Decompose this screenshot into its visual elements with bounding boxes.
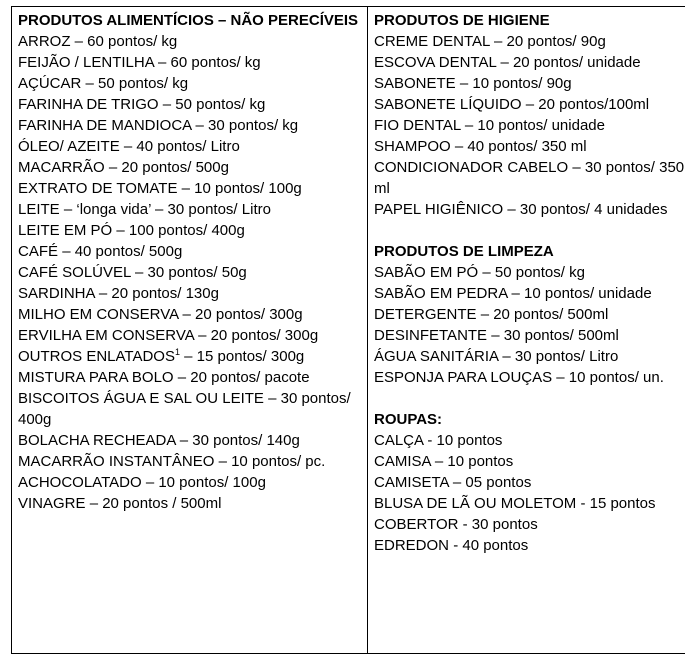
item-points: - 15 pontos xyxy=(580,495,656,512)
list-item xyxy=(18,430,361,451)
item-name: FARINHA DE MANDIOCA xyxy=(18,117,192,134)
item-points: – 20 pontos/ 500g xyxy=(108,159,229,176)
item-points: - 40 pontos xyxy=(453,537,529,554)
item-name: DESINFETANTE xyxy=(374,327,488,344)
item-points: - 30 pontos xyxy=(462,516,538,533)
item-points: – 30 pontos/ 500ml xyxy=(491,327,619,344)
item-name: AÇÚCAR xyxy=(18,75,82,92)
item-points: – 50 pontos/ kg xyxy=(482,264,585,281)
item-points: – 10 pontos/ pc. xyxy=(218,453,326,470)
item-points: – ‘longa vida’ – 30 pontos/ Litro xyxy=(63,201,271,218)
item-points: – 10 pontos/ 100g xyxy=(145,474,266,491)
list-item xyxy=(18,283,361,304)
item-points: – 20 pontos/ 130g xyxy=(98,285,219,302)
list-item xyxy=(374,52,685,73)
list-item xyxy=(18,115,361,136)
list-item xyxy=(374,346,685,367)
item-points: – 10 pontos/ un. xyxy=(556,369,664,386)
list-item xyxy=(18,31,361,52)
item-name: BOLACHA RECHEADA xyxy=(18,432,176,449)
item-name: ESCOVA DENTAL xyxy=(374,54,497,71)
item-name: SABÃO EM PEDRA xyxy=(374,285,508,302)
list-item xyxy=(18,451,361,472)
item-name: LEITE EM PÓ xyxy=(18,222,113,239)
list-item xyxy=(18,304,361,325)
item-points: – 20 pontos/ pacote xyxy=(177,369,310,386)
section-heading-hygiene: PRODUTOS DE HIGIENE xyxy=(374,12,550,29)
list-item xyxy=(18,199,361,220)
hygiene-list xyxy=(374,31,685,220)
item-name: OUTROS ENLATADOS xyxy=(18,348,175,365)
item-name: CAMISETA xyxy=(374,474,449,491)
list-item xyxy=(374,283,685,304)
item-name: FARINHA DE TRIGO xyxy=(18,96,159,113)
item-points: – 30 pontos/ kg xyxy=(195,117,299,134)
item-name: ERVILHA EM CONSERVA xyxy=(18,327,194,344)
item-points: – 60 pontos/ kg xyxy=(74,33,178,50)
list-item xyxy=(374,136,685,157)
list-item xyxy=(18,178,361,199)
item-points: – 10 pontos/ 100g xyxy=(181,180,302,197)
list-item xyxy=(18,262,361,283)
list-item xyxy=(18,73,361,94)
list-item xyxy=(18,367,361,388)
item-points: – 50 pontos/ kg xyxy=(85,75,189,92)
right-column xyxy=(368,7,685,654)
item-points: – 40 pontos/ Litro xyxy=(123,138,240,155)
item-points: – 30 pontos/ Litro xyxy=(502,348,619,365)
list-item xyxy=(18,157,361,178)
item-points: – 10 pontos/ 90g xyxy=(459,75,572,92)
list-item xyxy=(374,115,685,136)
item-name: MACARRÃO xyxy=(18,159,105,176)
item-name: COBERTOR xyxy=(374,516,459,533)
section-spacer xyxy=(374,388,685,409)
item-name: BLUSA DE LÃ OU MOLETOM xyxy=(374,495,577,512)
list-item xyxy=(374,472,685,493)
item-name: SARDINHA xyxy=(18,285,95,302)
list-item xyxy=(18,346,361,367)
list-item xyxy=(18,472,361,493)
item-points: - 10 pontos xyxy=(427,432,503,449)
item-points: – 10 pontos/ unidade xyxy=(511,285,652,302)
item-points: – 40 pontos/ 350 ml xyxy=(454,138,587,155)
list-item xyxy=(374,73,685,94)
list-item xyxy=(374,157,685,199)
item-name: CONDICIONADOR CABELO xyxy=(374,159,569,176)
item-name: MACARRÃO INSTANTÂNEO xyxy=(18,453,215,470)
item-name: ESPONJA PARA LOUÇAS xyxy=(374,369,553,386)
cleaning-list xyxy=(374,262,685,388)
table-row xyxy=(12,7,685,654)
item-name: CREME DENTAL xyxy=(374,33,490,50)
item-name: EXTRATO DE TOMATE xyxy=(18,180,178,197)
section-spacer xyxy=(374,220,685,241)
item-points: – 20 pontos/ unidade xyxy=(500,54,641,71)
list-item xyxy=(18,52,361,73)
food-list xyxy=(18,31,361,514)
item-points: – 20 pontos/ 300g xyxy=(182,306,303,323)
list-item xyxy=(18,388,361,430)
item-name: DETERGENTE xyxy=(374,306,477,323)
item-name: ARROZ xyxy=(18,33,71,50)
list-item xyxy=(374,451,685,472)
item-name: VINAGRE xyxy=(18,495,86,512)
item-name: SHAMPOO xyxy=(374,138,451,155)
list-item xyxy=(18,220,361,241)
item-name: FIO DENTAL xyxy=(374,117,461,134)
item-name: CAMISA xyxy=(374,453,431,470)
list-item xyxy=(374,325,685,346)
item-points: – 20 pontos/ 500ml xyxy=(480,306,609,323)
list-item xyxy=(18,493,361,514)
item-name: FEIJÃO / LENTILHA xyxy=(18,54,154,71)
item-name: MILHO EM CONSERVA xyxy=(18,306,179,323)
item-points: – 30 pontos/ 400g xyxy=(18,390,351,428)
list-item xyxy=(18,94,361,115)
item-name: CAFÉ xyxy=(18,243,59,260)
item-points: – 100 pontos/ 400g xyxy=(116,222,245,239)
item-name: EDREDON xyxy=(374,537,450,554)
item-name: CALÇA xyxy=(374,432,424,449)
list-item xyxy=(374,94,685,115)
item-points: – 05 pontos xyxy=(452,474,532,491)
list-item xyxy=(374,199,685,220)
item-points: – 20 pontos/100ml xyxy=(525,96,650,113)
item-points: – 30 pontos/ 140g xyxy=(179,432,300,449)
section-heading-clothes: ROUPAS: xyxy=(374,411,443,428)
list-item xyxy=(18,136,361,157)
list-item xyxy=(374,514,685,535)
item-points: – 50 pontos/ kg xyxy=(162,96,266,113)
item-name: SABÃO EM PÓ xyxy=(374,264,479,281)
item-points: – 10 pontos xyxy=(434,453,514,470)
item-points: – 30 pontos/ 350 ml xyxy=(374,159,685,197)
list-item xyxy=(18,325,361,346)
item-points: – 10 pontos/ unidade xyxy=(464,117,605,134)
item-points: – 30 pontos/ 4 unidades xyxy=(507,201,668,218)
item-points: – 30 pontos/ 50g xyxy=(135,264,247,281)
item-name: ACHOCOLATADO xyxy=(18,474,142,491)
item-name: SABONETE LÍQUIDO xyxy=(374,96,522,113)
list-item xyxy=(374,367,685,388)
list-item xyxy=(374,262,685,283)
item-points: – 60 pontos/ kg xyxy=(158,54,261,71)
list-item xyxy=(18,241,361,262)
item-points: – 40 pontos/ 500g xyxy=(62,243,183,260)
list-item xyxy=(374,31,685,52)
item-name: MISTURA PARA BOLO xyxy=(18,369,174,386)
item-points: – 20 pontos/ 300g xyxy=(198,327,319,344)
list-item xyxy=(374,535,685,556)
section-heading-cleaning: PRODUTOS DE LIMPEZA xyxy=(374,243,554,260)
item-points: – 20 pontos / 500ml xyxy=(89,495,222,512)
list-item xyxy=(374,430,685,451)
item-points: – 20 pontos/ 90g xyxy=(494,33,606,50)
list-item xyxy=(374,304,685,325)
item-name: CAFÉ SOLÚVEL xyxy=(18,264,131,281)
item-name: PAPEL HIGIÊNICO xyxy=(374,201,504,218)
clothes-list xyxy=(374,430,685,556)
item-name: BISCOITOS ÁGUA E SAL OU LEITE xyxy=(18,390,264,407)
item-name: LEITE xyxy=(18,201,60,218)
list-item xyxy=(374,493,685,514)
item-points: – 15 pontos/ 300g xyxy=(184,348,305,365)
item-name: ÁGUA SANITÁRIA xyxy=(374,348,499,365)
footnote-marker: 1 xyxy=(174,347,180,357)
donation-points-table xyxy=(11,6,685,654)
item-name: SABONETE xyxy=(374,75,456,92)
item-name: ÓLEO/ AZEITE xyxy=(18,138,120,155)
food-column xyxy=(12,7,368,654)
section-heading-food: PRODUTOS ALIMENTÍCIOS – NÃO PERECÍVEIS xyxy=(18,12,359,29)
